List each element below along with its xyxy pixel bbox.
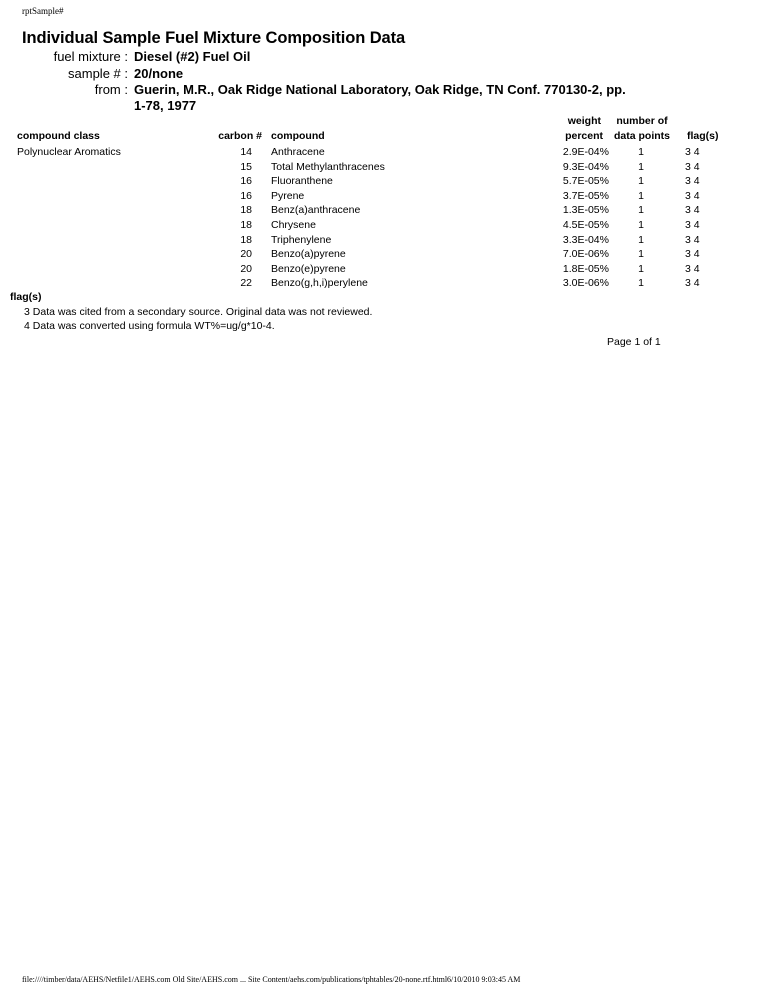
carbon-cell: 18 (240, 233, 252, 246)
compound-cell: Benzo(g,h,i)perylene (271, 277, 368, 290)
carbon-cell: 22 (240, 277, 252, 290)
carbon-cell: 20 (240, 262, 252, 275)
carbon-cell: 20 (240, 248, 252, 261)
weight-cell: 4.5E-05% (562, 219, 609, 231)
header-points-line1: number of (616, 115, 668, 127)
header-weight-line2: percent (565, 130, 603, 142)
carbon-cell: 14 (240, 146, 252, 158)
flags-cell: 3 4 (685, 277, 700, 290)
weight-cell: 3.3E-04% (562, 233, 609, 246)
weight-cell: 3.7E-05% (562, 189, 609, 202)
weight-cell: 1.8E-05% (562, 262, 609, 275)
page-number: Page 1 of 1 (607, 336, 661, 348)
from-value-line1: Guerin, M.R., Oak Ridge National Laboratory, Oak Ridge, TN Conf. 770130-2, pp. (134, 82, 626, 97)
weight-cell: 2.9E-04% (562, 146, 609, 158)
flags-cell: 3 4 (685, 248, 700, 261)
points-cell: 1 (638, 160, 644, 173)
weight-cell: 9.3E-04% (562, 160, 609, 173)
header-compound: compound (271, 130, 325, 142)
compound-cell: Total Methylanthracenes (271, 160, 385, 173)
points-cell: 1 (638, 277, 644, 290)
flags-cell: 3 4 (685, 160, 700, 173)
fuel-mixture-label: fuel mixture : (53, 49, 128, 64)
points-cell: 1 (638, 146, 644, 158)
compound-cell: Benzo(a)pyrene (271, 248, 346, 261)
weight-cell: 1.3E-05% (562, 204, 609, 217)
flag-note-3 (24, 306, 372, 318)
carbon-cell: 16 (240, 189, 252, 202)
header-carbon: carbon # (218, 130, 262, 142)
compound-cell: Benz(a)anthracene (271, 204, 361, 217)
points-cell: 1 (638, 175, 644, 188)
points-cell: 1 (638, 233, 644, 246)
header-compound-class: compound class (17, 130, 100, 142)
points-cell: 1 (638, 204, 644, 217)
header-weight-line1: weight (567, 115, 601, 127)
footer-file-path: file:////timber/data/AEHS/Netfile1/AEHS.com Old Site/AEHS.com ... Site Content/aehs.com/publications/tphtables/20-none.rtf.html6/10/2010 9:03:45 AM (22, 975, 521, 984)
compound-cell: Chrysene (271, 219, 316, 231)
compound-cell: Pyrene (271, 189, 305, 202)
points-cell: 1 (638, 248, 644, 261)
fuel-mixture-value: Diesel (#2) Fuel Oil (134, 49, 251, 64)
flag-note-text: Data was converted using formula WT%=ug/g*10-4. (32, 320, 275, 332)
report-title: Individual Sample Fuel Mixture Composition Data (22, 29, 406, 47)
compound-cell: Triphenylene (271, 233, 332, 246)
flags-cell: 3 4 (685, 219, 700, 231)
compound-cell: Benzo(e)pyrene (271, 262, 346, 275)
compound-cell: Fluoranthene (271, 175, 333, 188)
sample-value: 20/none (134, 66, 184, 81)
points-cell: 1 (638, 262, 644, 275)
from-value-line2: 1-78, 1977 (134, 98, 197, 113)
weight-cell: 5.7E-05% (562, 175, 609, 188)
header-flags: flag(s) (687, 130, 719, 142)
flag-note-text: Data was cited from a secondary source. Original data was not reviewed. (32, 306, 373, 318)
flag-note-number: 3 (24, 306, 30, 318)
carbon-cell: 15 (240, 160, 252, 173)
points-cell: 1 (638, 219, 644, 231)
compound-class-value: Polynuclear Aromatics (17, 146, 121, 158)
header-points-line2: data points (613, 130, 670, 142)
flag-note-4 (24, 320, 275, 332)
flags-cell: 3 4 (685, 189, 700, 202)
flag-note-number: 4 (24, 320, 30, 332)
carbon-cell: 18 (240, 219, 252, 231)
flags-cell: 3 4 (685, 146, 700, 158)
carbon-cell: 18 (240, 204, 252, 217)
weight-cell: 3.0E-06% (562, 277, 609, 290)
flags-cell: 3 4 (685, 204, 700, 217)
sample-label: sample # : (68, 66, 128, 81)
browser-title: rptSample# (22, 6, 64, 16)
from-label: from : (94, 82, 128, 97)
compound-cell: Anthracene (271, 146, 325, 158)
flags-cell: 3 4 (685, 262, 700, 275)
flag-notes-heading: flag(s) (10, 291, 42, 303)
points-cell: 1 (638, 189, 644, 202)
flags-cell: 3 4 (685, 175, 700, 188)
carbon-cell: 16 (240, 175, 252, 188)
flags-cell: 3 4 (685, 233, 700, 246)
weight-cell: 7.0E-06% (562, 248, 609, 261)
